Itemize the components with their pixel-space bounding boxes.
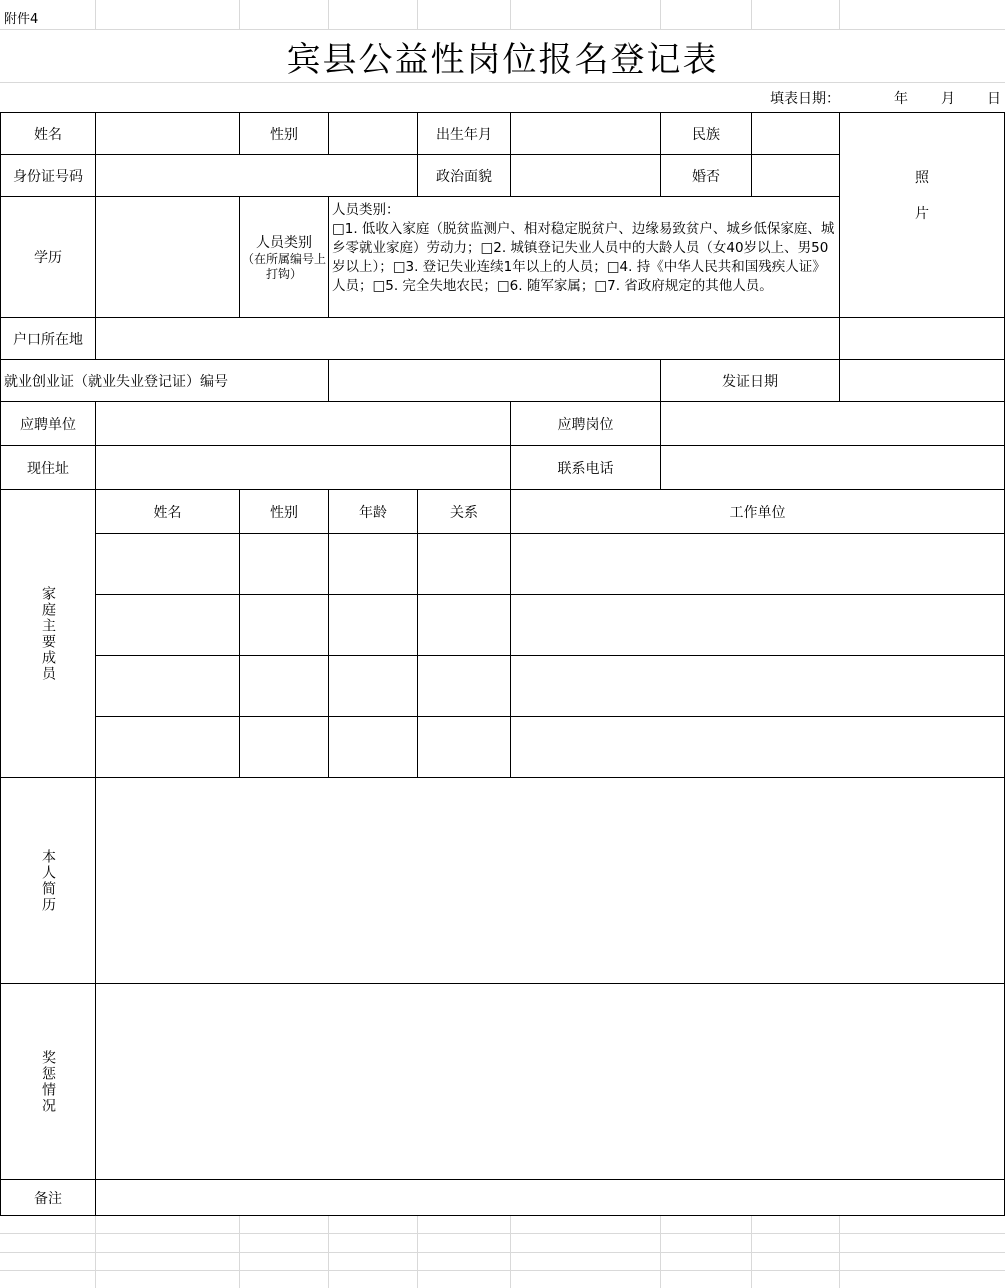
hukou-extra: [839, 317, 1005, 360]
hukou-label: 户口所在地: [0, 317, 96, 360]
annex-label: 附件4: [4, 12, 39, 27]
category-hint: （在所属编号上打钩）: [241, 252, 326, 281]
education-label: 学历: [0, 196, 96, 318]
family-row-3-gender[interactable]: [239, 655, 329, 717]
gender-label: 性别: [239, 112, 329, 155]
phone-label: 联系电话: [510, 445, 661, 490]
hukou-field[interactable]: [95, 317, 840, 360]
marital-field[interactable]: [751, 154, 840, 197]
family-header-relation: 关系: [417, 489, 511, 534]
family-row-1-relation[interactable]: [417, 533, 511, 595]
awards-field[interactable]: [95, 983, 1005, 1180]
address-field[interactable]: [95, 445, 511, 490]
family-row-3-relation[interactable]: [417, 655, 511, 717]
phone-field[interactable]: [660, 445, 1005, 490]
fill-date-label: 填表日期：: [770, 91, 840, 107]
resume-field[interactable]: [95, 777, 1005, 984]
family-row-4-name[interactable]: [95, 716, 240, 778]
name-field[interactable]: [95, 112, 240, 155]
family-label-cell: [0, 489, 96, 778]
fill-date-month: 月: [941, 91, 955, 107]
category-options[interactable]: 人员类别： □1. 低收入家庭（脱贫监测户、相对稳定脱贫户、边缘易致贫户、城乡低保家庭、城乡零就业家庭）劳动力；□2. 城镇登记失业人员中的大龄人员（女40岁以上、男50岁以上）；□3. 登记失业连续1年以上的人员；□4. 持《中华人民共和国残疾人证》人员；□5. 完全失地农民；□6. 随军家属；□7. 省政府规定的其他人员。: [328, 196, 840, 318]
family-row-2-work[interactable]: [510, 594, 1005, 656]
remark-field[interactable]: [95, 1179, 1005, 1216]
family-row-4-gender[interactable]: [239, 716, 329, 778]
family-row-2-relation[interactable]: [417, 594, 511, 656]
fill-date-year: 年: [894, 91, 908, 107]
family-row-2-gender[interactable]: [239, 594, 329, 656]
fill-date-day: 日: [987, 91, 1001, 107]
family-header-age: 年龄: [328, 489, 418, 534]
page-title: 宾县公益性岗位报名登记表: [0, 30, 1005, 82]
birth-label: 出生年月: [417, 112, 511, 155]
family-row-1-name[interactable]: [95, 533, 240, 595]
family-row-4-work[interactable]: [510, 716, 1005, 778]
family-header-gender: 性别: [239, 489, 329, 534]
family-row-1-age[interactable]: [328, 533, 418, 595]
photo-box[interactable]: [839, 112, 1005, 318]
photo-label-1: 照: [915, 170, 929, 186]
employment-cert-label: 就业创业证（就业失业登记证）编号: [0, 359, 329, 402]
family-row-1-gender[interactable]: [239, 533, 329, 595]
apply-post-field[interactable]: [660, 401, 1005, 446]
apply-unit-field[interactable]: [95, 401, 511, 446]
family-header-work: 工作单位: [510, 489, 1005, 534]
remark-label: 备注: [0, 1179, 96, 1216]
family-header-name: 姓名: [95, 489, 240, 534]
id-number-field[interactable]: [95, 154, 418, 197]
awards-label-cell: [0, 983, 96, 1180]
apply-unit-label: 应聘单位: [0, 401, 96, 446]
awards-label: 奖惩情况: [40, 1049, 56, 1114]
resume-label-cell: [0, 777, 96, 984]
family-row-2-name[interactable]: [95, 594, 240, 656]
photo-label-2: 片: [915, 206, 929, 222]
family-row-3-name[interactable]: [95, 655, 240, 717]
political-field[interactable]: [510, 154, 661, 197]
address-label: 现住址: [0, 445, 96, 490]
political-label: 政治面貌: [417, 154, 511, 197]
apply-post-label: 应聘岗位: [510, 401, 661, 446]
family-row-1-work[interactable]: [510, 533, 1005, 595]
category-label: 人员类别: [256, 235, 312, 251]
id-number-label: 身份证号码: [0, 154, 96, 197]
ethnicity-field[interactable]: [751, 112, 840, 155]
issue-date-label: 发证日期: [660, 359, 840, 402]
name-label: 姓名: [0, 112, 96, 155]
ethnicity-label: 民族: [660, 112, 752, 155]
issue-date-field[interactable]: [839, 359, 1005, 402]
family-label: 家庭主要成员: [40, 585, 56, 682]
birth-field[interactable]: [510, 112, 661, 155]
category-label-cell: [239, 196, 329, 318]
family-row-2-age[interactable]: [328, 594, 418, 656]
employment-cert-field[interactable]: [328, 359, 661, 402]
resume-label: 本人简历: [40, 848, 56, 913]
family-row-4-relation[interactable]: [417, 716, 511, 778]
family-row-3-work[interactable]: [510, 655, 1005, 717]
gender-field[interactable]: [328, 112, 418, 155]
family-row-4-age[interactable]: [328, 716, 418, 778]
family-row-3-age[interactable]: [328, 655, 418, 717]
marital-label: 婚否: [660, 154, 752, 197]
education-field[interactable]: [95, 196, 240, 318]
